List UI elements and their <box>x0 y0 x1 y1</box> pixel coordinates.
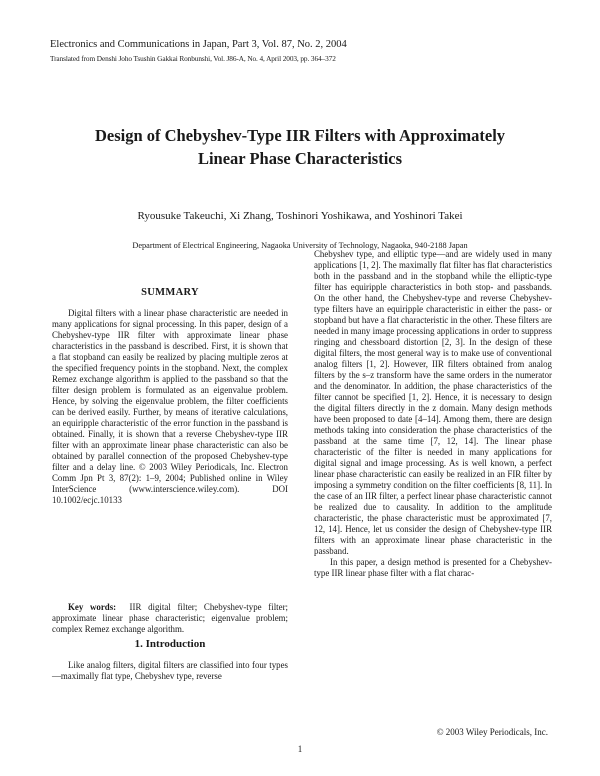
title-line-2: Linear Phase Characteristics <box>197 149 403 168</box>
authors: Ryousuke Takeuchi, Xi Zhang, Toshinori Yoshikawa, and Yoshinori Takei <box>137 210 463 222</box>
abstract <box>52 308 288 506</box>
right-paragraph-2: In this paper, a design method is presented for a Chebyshev-type IIR linear phase filter with a flat charac- <box>314 557 552 578</box>
introduction-text: Like analog filters, digital filters are classified into four types—maximally flat type, Chebyshev type, reverse <box>52 660 288 681</box>
affiliation: Department of Electrical Engineering, Nagaoka University of Technology, Nagaoka, 940-2188 Japan <box>132 241 468 250</box>
translation-source: Translated from Denshi Joho Tsushin Gakkai Ronbunshi, Vol. J86-A, No. 4, April 2003, pp. 364–372 <box>50 54 336 63</box>
right-paragraph-1: Chebyshev type, and elliptic type—and are widely used in many applications [1, 2]. The maximally flat filter has flat characteristics both in the passband and in the stopband while the elliptic-type filter has equiripple characteristics in both stop- and passbands. On the other hand, the Chebyshev-type and reverse Chebyshev-type filters have an equiripple characteristic in either the pass- or stopband but have a flat characteristic in the other. These filters are needed in many image processing applications in order to suppress ringing and chessboard distortion [2, 3]. In the design of these digital filters, the most general way is to make use of conventional analog filters [1, 2]. However, IIR filters obtained from analog filters by the s–z transform have the same orders in the numerator and the denominator. In addition, the phase characteristics of the filter cannot be specified [1, 2]. Hence, it is necessary to design the digital filters directly in the z domain. Many design methods have been proposed to date [4–14]. Among them, there are design methods taking into consideration the phase characteristics of the passband at the same time [7, 12, 14]. The linear phase characteristic of the filter is needed in many applications for digital signal and image processing. As is well known, a perfect linear phase characteristic can easily be realized in an FIR filter by imposing a symmetry condition on the filter coefficients [8, 11]. In the case of an IIR filter, a perfect linear phase characteristic cannot be realized due to causality. In addition to the amplitude characteristic, the phase characteristic must be approximated [7, 12, 14]. Hence, let us consider the design of Chebyshev-type IIR filters with an approximate linear phase characteristic in the passband. <box>314 249 552 556</box>
keywords-label: Key words: <box>68 602 117 612</box>
copyright-notice: © 2003 Wiley Periodicals, Inc. <box>436 727 548 737</box>
abstract-text: Digital filters with a linear phase characteristic are needed in many applications for signal processing. In this paper, design of a Chebyshev-type IIR filter with approximate linear phase characteristics in the passband is described. First, it is shown that a flat stopband can easily be realized by placing multiple zeros at the specified frequency points in the stopband. Next, the complex Remez exchange algorithm is applied to the passband so that the filter design problem is formulated as an eigenvalue problem. Hence, by solving the eigenvalue problem, the filter coefficients can be derived easily. Further, by means of iterative calculations, an equiripple characteristic of the error function in the passband is obtained. Finally, it is shown that a reverse Chebyshev-type IIR filter with an approximate linear phase characteristic can also be obtained by parallel connection of the proposed Chebyshev-type filter and a delay line. © 2003 Wiley Periodicals, Inc. Electron Comm Jpn Pt 3, 87(2): 1–9, 2004; Published online in Wiley InterScience (www.interscience.wiley.com). DOI 10.1002/ecjc.10133 <box>52 308 288 505</box>
summary-heading: SUMMARY <box>141 287 199 298</box>
page-number: 1 <box>297 744 303 754</box>
introduction-heading: 1. Introduction <box>134 638 206 650</box>
journal-citation: Electronics and Communications in Japan, Part 3, Vol. 87, No. 2, 2004 <box>50 39 347 50</box>
paper-title <box>40 124 560 170</box>
right-column <box>314 249 552 579</box>
title-line-1: Design of Chebyshev-Type IIR Filters with Approximately <box>94 126 506 145</box>
keywords <box>52 602 288 635</box>
introduction-body <box>52 660 288 682</box>
keywords-text: IIR digital filter; Chebyshev-type filter; approximate linear phase characteristic; eigenvalue problem; complex Remez exchange algorithm. <box>52 602 288 634</box>
